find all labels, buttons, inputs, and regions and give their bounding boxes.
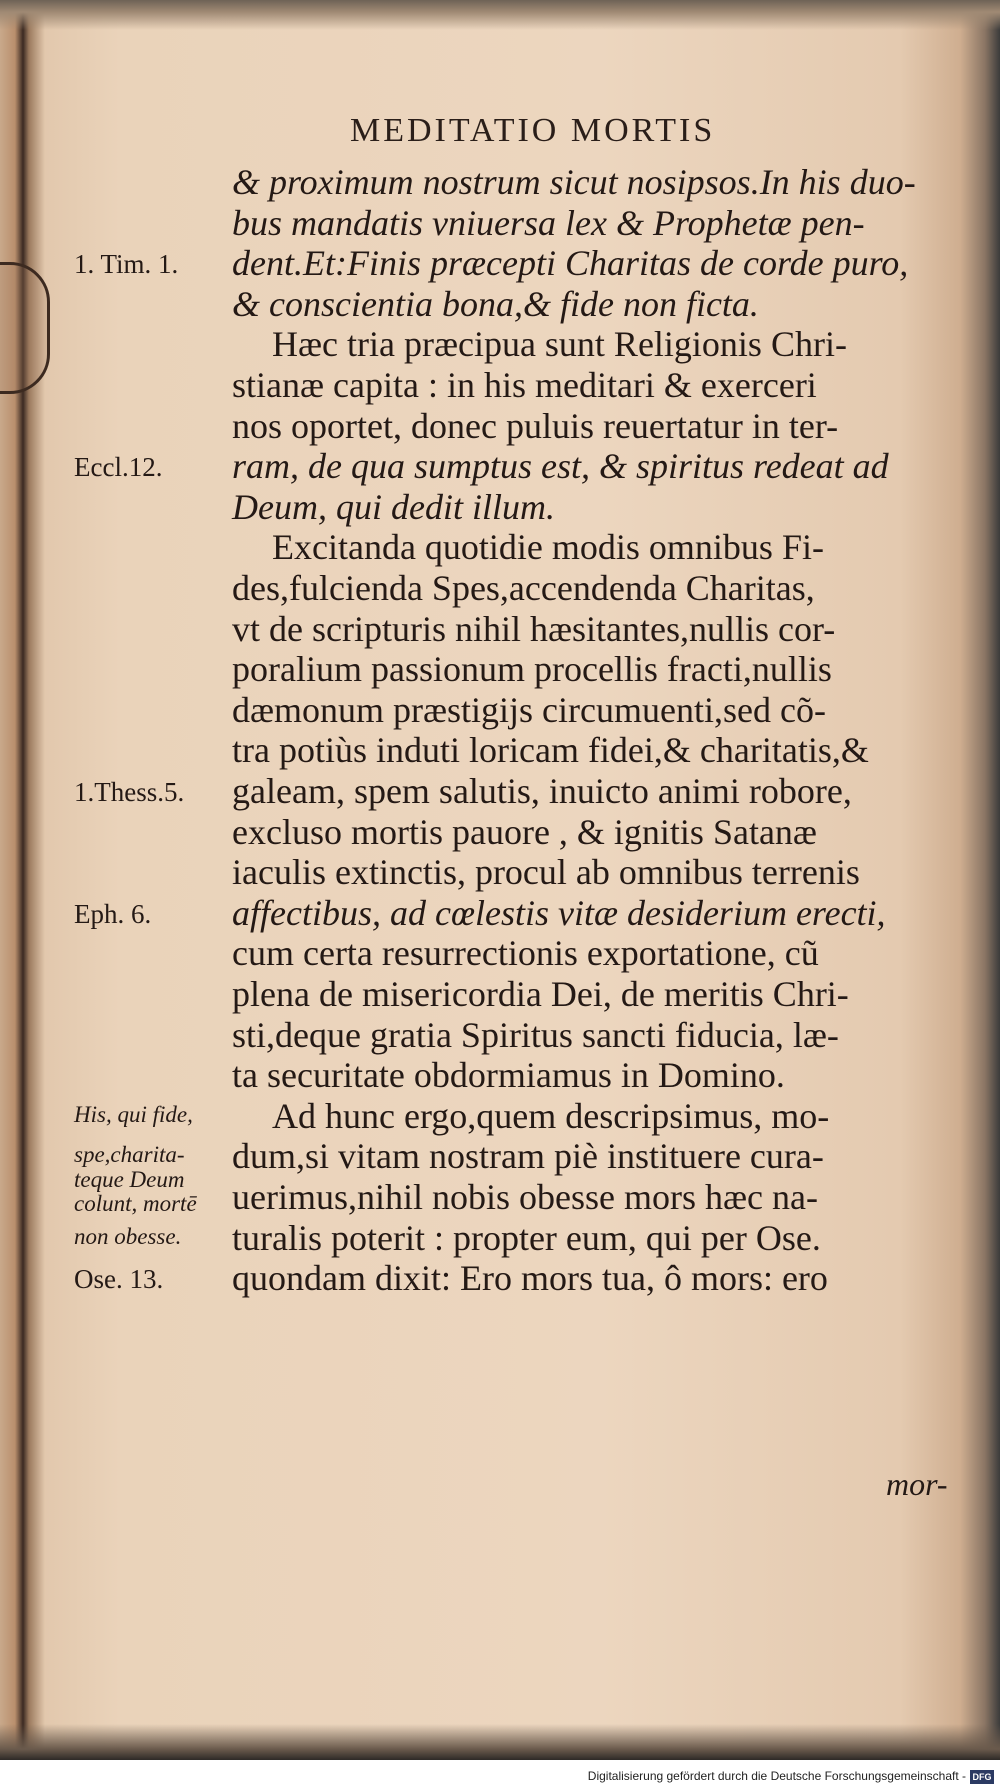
footer-credit: Digitalisierung gefördert durch die Deutsche Forschungsgemeinschaft - bbox=[587, 1769, 966, 1783]
margin-note: 1.Thess.5. bbox=[74, 777, 185, 807]
dfg-logo: DFG bbox=[970, 1770, 994, 1784]
text-line: uerimus,nihil nobis obesse mors hæc na- bbox=[232, 1177, 818, 1217]
text-line: & proximum nostrum sicut nosipsos.In his duo- bbox=[232, 162, 916, 202]
text-line: cum certa resurrectionis exportatione, cũ bbox=[232, 933, 819, 974]
margin-note: 1. Tim. 1. bbox=[74, 249, 179, 280]
text-line: ta securitate obdormiamus in Domino. bbox=[232, 1055, 785, 1096]
text-line: galeam, spem salutis, inuicto animi robore, bbox=[232, 771, 852, 811]
catchword: mor- bbox=[886, 1466, 948, 1502]
text-line: turalis poterit : propter eum, qui per Ose. bbox=[232, 1217, 821, 1258]
text-line: bus mandatis vniuersa lex & Prophetæ pen- bbox=[232, 202, 865, 243]
text-line: poralium passionum procellis fracti,nullis bbox=[232, 649, 832, 690]
text-line: plena de misericordia Dei, de meritis Chri- bbox=[232, 974, 849, 1014]
text-line: & conscientia bona,& fide non ficta. bbox=[232, 283, 759, 324]
text-line: Deum, qui dedit illum. bbox=[232, 486, 555, 527]
text-line: des,fulcienda Spes,accendenda Charitas, bbox=[232, 568, 815, 608]
text-line: ram, de qua sumptus est, & spiritus redeat ad bbox=[232, 446, 889, 487]
text-line: stianæ capita : in his meditari & exerceri bbox=[232, 365, 817, 405]
text-line: Ad hunc ergo,quem descripsimus, mo- bbox=[272, 1095, 830, 1136]
page-bottom-edge bbox=[0, 1724, 1000, 1760]
text-line: dæmonum præstigijs circumuenti,sed cõ- bbox=[232, 689, 826, 730]
running-header: MEDITATIO MORTIS bbox=[350, 112, 716, 149]
footer-strip bbox=[0, 1760, 1000, 1789]
margin-note: His, qui fide, bbox=[74, 1101, 193, 1127]
page-top-edge bbox=[0, 0, 1000, 30]
text-line: dum,si vitam nostram piè instituere cura- bbox=[232, 1136, 824, 1177]
text-line: Hæc tria præcipua sunt Religionis Chri- bbox=[272, 324, 847, 365]
margin-note: colunt, mortē bbox=[74, 1191, 197, 1217]
book-clasp bbox=[0, 262, 50, 394]
margin-note: Ose. 13. bbox=[74, 1264, 164, 1295]
text-line: Excitanda quotidie modis omnibus Fi- bbox=[272, 527, 824, 568]
text-line: dent.Et:Finis præcepti Charitas de corde puro, bbox=[232, 243, 909, 284]
text-line: sti,deque gratia Spiritus sancti fiducia, læ- bbox=[232, 1014, 839, 1055]
text-line: nos oportet, donec puluis reuertatur in ter- bbox=[232, 405, 839, 446]
margin-note: teque Deum bbox=[74, 1166, 185, 1192]
margin-note: Eph. 6. bbox=[74, 898, 152, 929]
margin-note: non obesse. bbox=[74, 1223, 182, 1249]
text-line: affectibus, ad cœlestis vitæ desiderium erecti, bbox=[232, 892, 886, 933]
text-line: excluso mortis pauore , & ignitis Satanæ bbox=[232, 811, 817, 852]
margin-note: Eccl.12. bbox=[74, 452, 163, 483]
text-line: vt de scripturis nihil hæsitantes,nullis cor- bbox=[232, 608, 836, 649]
text-line: tra potiùs induti loricam fidei,& charitatis,& bbox=[232, 730, 869, 771]
text-line: quondam dixit: Ero mors tua, ô mors: ero bbox=[232, 1258, 828, 1299]
margin-note: spe,charita- bbox=[74, 1142, 185, 1168]
text-line: iaculis extinctis, procul ab omnibus terrenis bbox=[232, 852, 860, 893]
